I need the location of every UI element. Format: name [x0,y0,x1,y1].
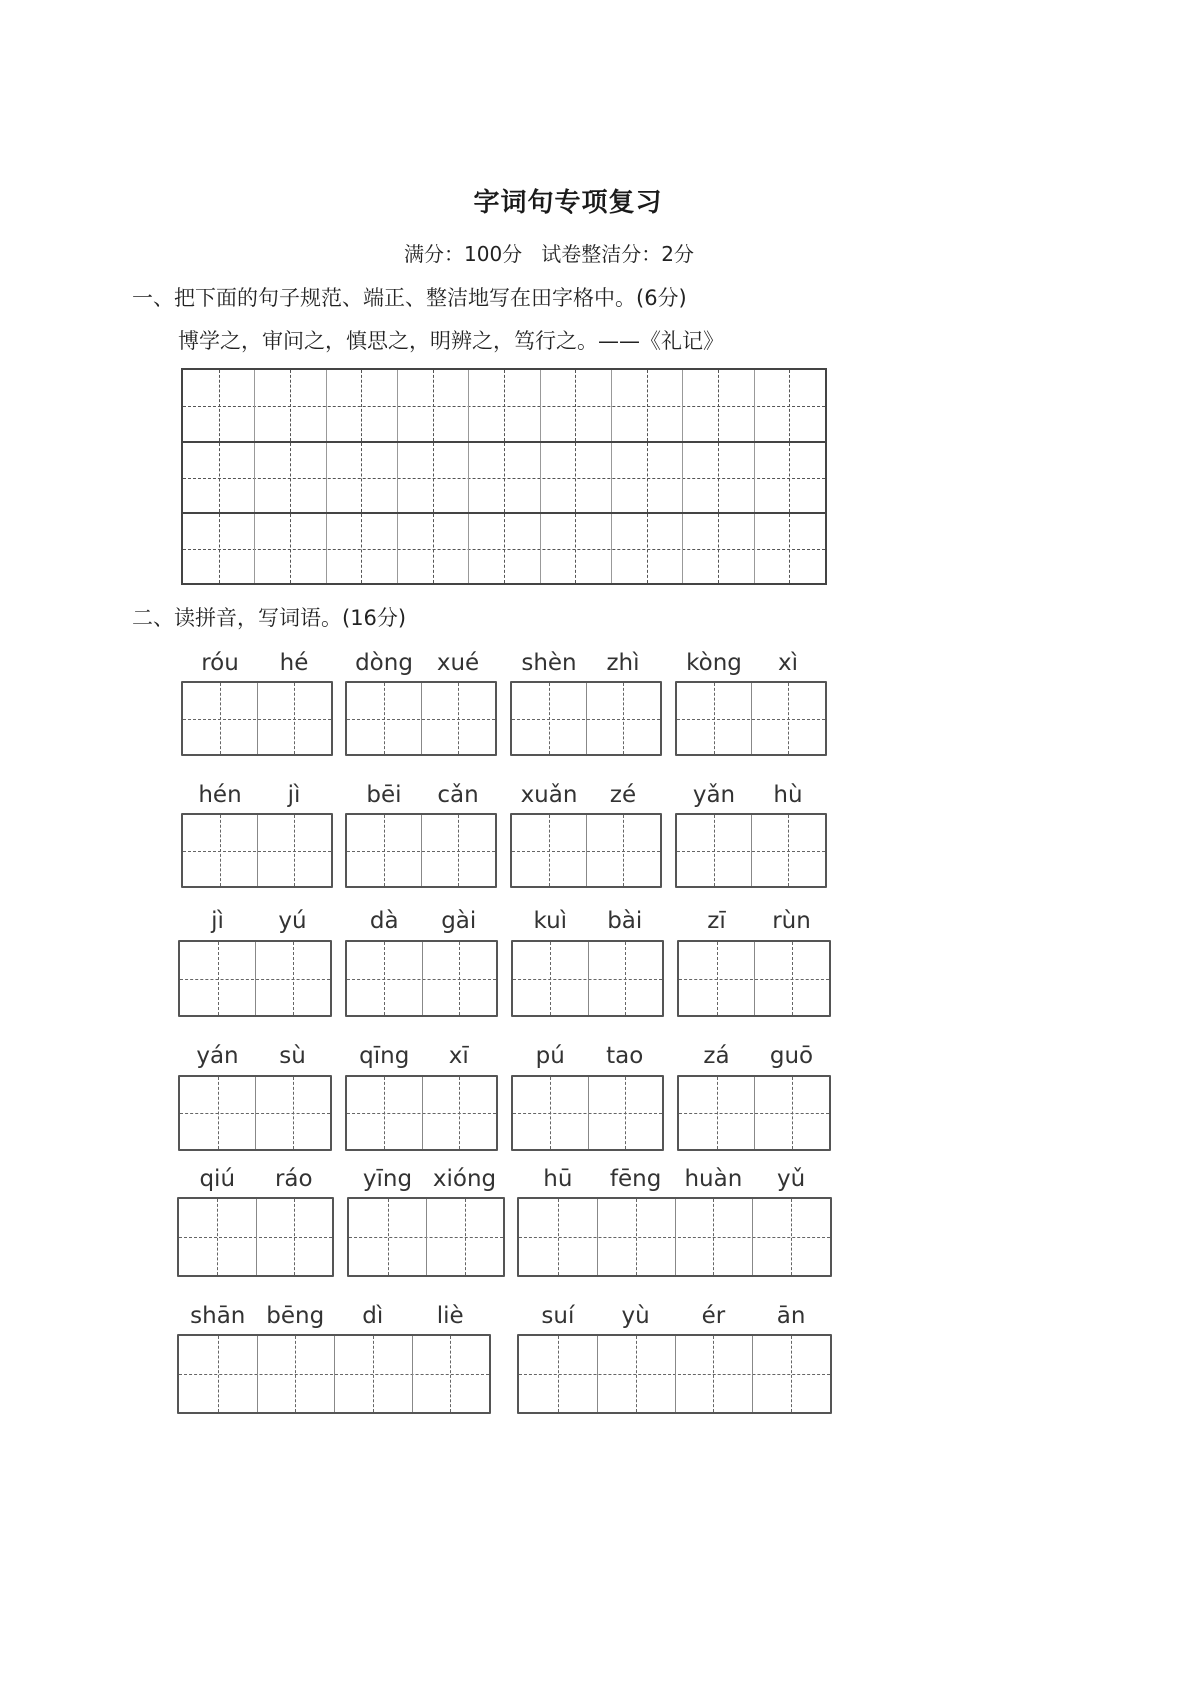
grid-cell[interactable] [540,514,611,583]
cell-divider [326,370,327,441]
char-center-guide [558,1336,559,1412]
char-center-guide [792,1077,793,1149]
char-center-guide [220,815,221,886]
grid-cell[interactable] [754,443,825,512]
char-divider [422,1077,423,1149]
pinyin-label: dòng [355,650,413,676]
word-answer-box[interactable] [178,940,332,1017]
char-divider [586,815,587,886]
pinyin-label: yú [278,908,307,934]
tianzige-writing-grid[interactable] [181,368,827,585]
char-center-guide [294,1199,295,1275]
char-divider [426,1199,427,1275]
cell-center-guide [718,514,719,583]
char-center-guide [294,815,295,886]
pinyin-label: xuǎn [520,782,578,808]
pinyin-label: yù [621,1303,650,1329]
char-divider [422,942,423,1015]
grid-cell[interactable] [183,514,254,583]
grid-cell[interactable] [540,443,611,512]
char-center-guide [384,1077,385,1149]
cell-divider [611,370,612,441]
word-answer-box[interactable] [181,681,333,756]
pinyin-label: zá [703,1043,730,1069]
pinyin-label: tao [606,1043,644,1069]
grid-row [183,370,825,441]
pinyin-label: ráo [274,1166,313,1192]
pinyin-label: jì [211,908,224,934]
char-divider [754,942,755,1015]
grid-cell[interactable] [397,370,468,441]
char-divider [412,1336,413,1412]
cell-center-guide [290,370,291,441]
grid-cell[interactable] [183,370,254,441]
pinyin-label: bēng [266,1303,325,1329]
pinyin-label: huàn [684,1166,743,1192]
word-answer-box[interactable] [675,681,827,756]
char-center-guide [458,815,459,886]
pinyin-label: fēng [609,1166,662,1192]
char-center-guide [218,1077,219,1149]
char-center-guide [550,942,551,1015]
word-answer-box[interactable] [677,1075,831,1151]
cell-center-guide [433,443,434,512]
section1-heading: 一、把下面的句子规范、端正、整洁地写在田字格中。(6分) [132,286,687,310]
word-answer-box[interactable] [345,940,498,1017]
word-answer-box[interactable] [181,813,333,888]
char-divider [675,1336,676,1412]
cell-center-guide [290,514,291,583]
char-center-guide [791,1199,792,1275]
cell-divider [397,443,398,512]
grid-row [183,512,825,583]
grid-cell[interactable] [183,443,254,512]
pinyin-label: bài [607,908,643,934]
char-divider [334,1336,335,1412]
word-answer-box[interactable] [347,1197,505,1277]
cell-center-guide [718,443,719,512]
cell-divider [682,443,683,512]
char-center-guide [384,815,385,886]
pinyin-label: dà [369,908,399,934]
char-center-guide [384,942,385,1015]
grid-cell[interactable] [540,370,611,441]
grid-cell[interactable] [468,514,539,583]
pinyin-label: zhì [606,650,640,676]
pinyin-label: liè [436,1303,464,1329]
section2-heading: 二、读拼音，写词语。(16分) [132,606,407,630]
cell-divider [254,514,255,583]
grid-cell[interactable] [326,443,397,512]
char-center-guide [713,1336,714,1412]
char-center-guide [558,1199,559,1275]
char-divider [421,815,422,886]
cell-divider [468,370,469,441]
char-center-guide [217,1199,218,1275]
char-center-guide [788,683,789,754]
pinyin-label: sù [279,1043,306,1069]
char-divider [257,1336,258,1412]
page-title: 字词句专项复习 [473,188,663,218]
word-answer-box[interactable] [511,1075,664,1151]
pinyin-label: cǎn [437,782,479,808]
cell-center-guide [647,514,648,583]
char-divider [255,942,256,1015]
pinyin-label: yīng [362,1166,413,1192]
word-answer-box[interactable] [178,1075,332,1151]
cell-center-guide [789,514,790,583]
char-center-guide [465,1199,466,1275]
cell-divider [326,514,327,583]
word-answer-box[interactable] [517,1334,832,1414]
pinyin-label: zé [609,782,637,808]
char-divider [588,942,589,1015]
pinyin-label: ān [776,1303,806,1329]
char-center-guide [625,1077,626,1149]
grid-row [183,441,825,512]
char-center-guide [713,1199,714,1275]
cell-center-guide [718,370,719,441]
pinyin-label: xì [777,650,799,676]
char-divider [752,1336,753,1412]
word-answer-box[interactable] [677,940,831,1017]
char-center-guide [294,683,295,754]
char-divider [754,1077,755,1149]
word-answer-box[interactable] [510,813,662,888]
char-center-guide [388,1199,389,1275]
char-center-guide [788,815,789,886]
pinyin-label: gài [441,908,477,934]
pinyin-label: yán [196,1043,239,1069]
word-answer-box[interactable] [177,1334,491,1414]
word-answer-box[interactable] [345,1075,498,1151]
pinyin-label: bēi [366,782,402,808]
cell-center-guide [504,514,505,583]
cell-divider [326,443,327,512]
char-divider [751,683,752,754]
cell-divider [682,514,683,583]
char-divider [597,1199,598,1275]
pinyin-label: hé [279,650,309,676]
pinyin-label: qīng [359,1043,410,1069]
grid-cell[interactable] [326,514,397,583]
cell-divider [611,443,612,512]
cell-divider [254,443,255,512]
char-center-guide [792,942,793,1015]
char-divider [588,1077,589,1149]
grid-cell[interactable] [254,443,325,512]
cell-center-guide [433,370,434,441]
pinyin-label: xī [448,1043,469,1069]
cell-center-guide [789,370,790,441]
char-center-guide [714,683,715,754]
char-center-guide [714,815,715,886]
char-center-guide [220,683,221,754]
pinyin-label: hù [773,782,803,808]
word-answer-box[interactable] [345,681,497,756]
char-center-guide [384,683,385,754]
char-center-guide [549,815,550,886]
grid-cell[interactable] [611,443,682,512]
word-answer-box[interactable] [177,1197,334,1277]
grid-cell[interactable] [682,370,753,441]
char-center-guide [636,1336,637,1412]
cell-center-guide [575,443,576,512]
grid-cell[interactable] [611,370,682,441]
grid-cell[interactable] [254,514,325,583]
word-answer-box[interactable] [517,1197,832,1277]
char-center-guide [625,942,626,1015]
pinyin-label: hū [543,1166,573,1192]
word-answer-box[interactable] [511,940,664,1017]
cell-center-guide [361,514,362,583]
cell-center-guide [290,443,291,512]
char-center-guide [293,1077,294,1149]
char-center-guide [550,1077,551,1149]
char-divider [675,1199,676,1275]
char-center-guide [459,942,460,1015]
cell-divider [468,514,469,583]
char-divider [255,1077,256,1149]
char-center-guide [458,683,459,754]
char-divider [257,815,258,886]
grid-cell[interactable] [754,514,825,583]
cell-center-guide [504,370,505,441]
char-divider [752,1199,753,1275]
cell-center-guide [504,443,505,512]
word-answer-box[interactable] [345,813,497,888]
pinyin-label: rùn [772,908,811,934]
grid-cell[interactable] [682,514,753,583]
cell-divider [754,370,755,441]
cell-center-guide [647,443,648,512]
cell-center-guide [433,514,434,583]
grid-cell[interactable] [397,514,468,583]
grid-cell[interactable] [397,443,468,512]
char-center-guide [623,683,624,754]
char-center-guide [293,942,294,1015]
char-divider [751,815,752,886]
cell-divider [397,514,398,583]
cell-center-guide [575,514,576,583]
char-divider [421,683,422,754]
cell-divider [397,370,398,441]
cell-divider [540,443,541,512]
pinyin-label: kòng [686,650,742,676]
pinyin-label: ér [701,1303,726,1329]
cell-divider [468,443,469,512]
cell-divider [540,370,541,441]
char-divider [586,683,587,754]
char-center-guide [295,1336,296,1412]
cell-center-guide [219,443,220,512]
cell-center-guide [575,370,576,441]
char-center-guide [791,1336,792,1412]
pinyin-label: qiú [199,1166,236,1192]
pinyin-label: xióng [432,1166,497,1192]
pinyin-label: xué [436,650,480,676]
pinyin-label: guō [769,1043,814,1069]
pinyin-label: kuì [533,908,568,934]
grid-cell[interactable] [611,514,682,583]
pinyin-label: róu [201,650,239,676]
cell-center-guide [361,443,362,512]
cell-center-guide [219,514,220,583]
grid-cell[interactable] [468,370,539,441]
char-center-guide [549,683,550,754]
score-info: 满分：100分 试卷整洁分：2分 [404,242,694,266]
pinyin-label: zī [707,908,726,934]
pinyin-label: hén [198,782,242,808]
char-center-guide [459,1077,460,1149]
pinyin-label: yǔ [777,1166,806,1192]
char-center-guide [450,1336,451,1412]
pinyin-label: suí [541,1303,575,1329]
cell-center-guide [647,370,648,441]
char-center-guide [218,1336,219,1412]
char-center-guide [623,815,624,886]
cell-center-guide [789,443,790,512]
pinyin-label: shèn [521,650,577,676]
cell-divider [754,514,755,583]
cell-divider [754,443,755,512]
pinyin-label: shān [190,1303,246,1329]
grid-cell[interactable] [682,443,753,512]
char-divider [257,683,258,754]
cell-divider [682,370,683,441]
char-center-guide [373,1336,374,1412]
pinyin-label: pú [535,1043,565,1069]
cell-divider [540,514,541,583]
char-center-guide [717,1077,718,1149]
cell-divider [611,514,612,583]
char-divider [597,1336,598,1412]
word-answer-box[interactable] [675,813,827,888]
pinyin-label: jì [287,782,301,808]
pinyin-label: yǎn [692,782,736,808]
grid-cell[interactable] [468,443,539,512]
grid-cell[interactable] [754,370,825,441]
word-answer-box[interactable] [510,681,662,756]
pinyin-label: dì [362,1303,384,1329]
char-center-guide [218,942,219,1015]
char-center-guide [636,1199,637,1275]
cell-divider [254,370,255,441]
char-divider [256,1199,257,1275]
section1-quote: 博学之，审问之，慎思之，明辨之，笃行之。——《礼记》 [178,329,724,353]
cell-center-guide [361,370,362,441]
grid-cell[interactable] [254,370,325,441]
grid-cell[interactable] [326,370,397,441]
cell-center-guide [219,370,220,441]
char-center-guide [717,942,718,1015]
